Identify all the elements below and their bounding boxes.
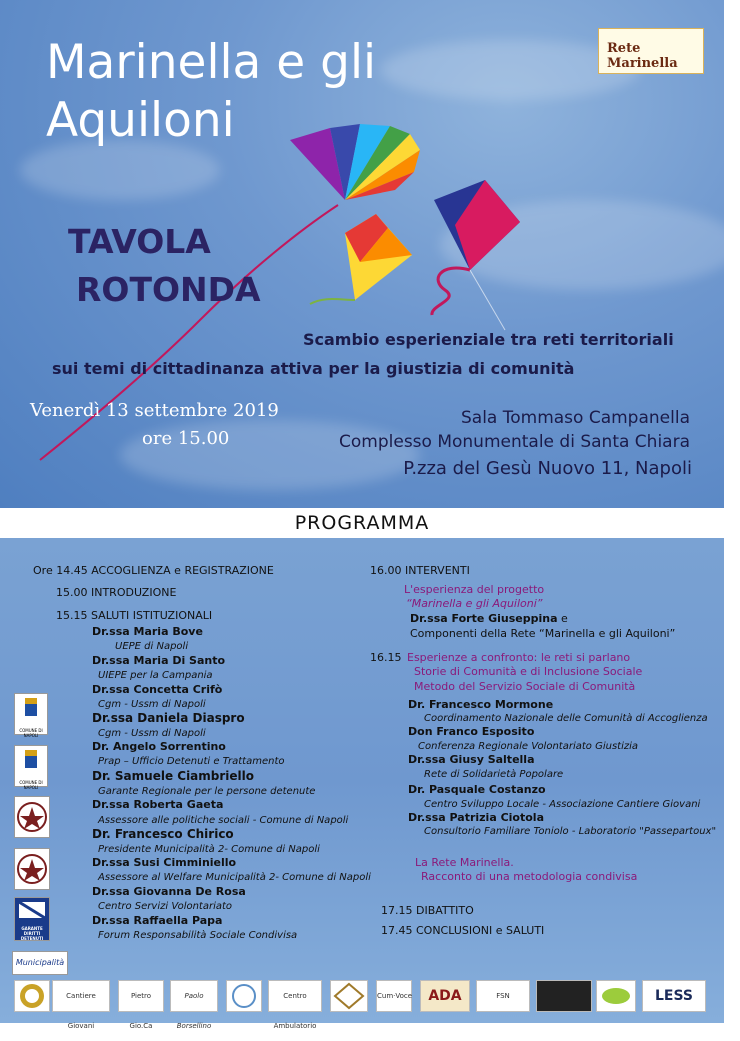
footer-logo-seal [14,980,50,1012]
repubblica-emblem-2 [14,848,50,890]
venue-line-2: Complesso Monumentale di Santa Chiara [339,432,690,452]
repubblica-emblem-1 [14,796,50,838]
speaker-role: UEPE di Napoli [115,641,189,652]
speaker-role: Garante Regionale per le persone detenute [98,786,316,797]
speaker-name: Dr.ssa Maria Bove [92,625,203,638]
metodo-line: Metodo del Servizio Sociale di Comunità [414,680,636,693]
speaker-role: Centro Sviluppo Locale - Associazione Cantiere Giovani [424,799,701,810]
program-item-accoglienza: Ore 14.45 ACCOGLIENZA e REGISTRAZIONE [33,564,274,577]
venue-line-1: Sala Tommaso Campanella [460,408,690,428]
logo-caption: COMUNE DI NAPOLI [19,780,43,790]
speaker-name: Dr. Pasquale Costanzo [408,783,546,796]
comune-napoli-logo-2 [14,745,48,790]
footer-logo-badge [330,980,368,1012]
forte-conj: e [557,612,568,625]
speaker-name: Dr. Francesco Chirico [92,827,234,841]
tavola-line-1: TAVOLA [68,222,211,261]
speaker-name: Dr. Angelo Sorrentino [92,740,226,753]
forte-line [410,612,568,625]
rete-marinella-logo [598,28,704,74]
title-line-1: Marinella e gli [46,35,377,90]
hero-sky [0,0,724,508]
program-item-dibattito: 17.15 DIBATTITO [381,904,474,917]
speaker-role: Cgm - Ussm di Napoli [98,728,206,739]
programma-heading [0,508,724,538]
logo-text: Rete Marinella [607,41,678,71]
speaker-name: Dr.ssa Forte Giuseppina [410,612,558,625]
speaker-role: Assessore alle politiche sociali - Comune di Napoli [98,815,349,826]
speaker-role: Cgm - Ussm di Napoli [98,699,206,710]
program-item-conclusioni: 17.45 CONCLUSIONI e SALUTI [381,924,545,937]
esperienza-line-2: “Marinella e gli Aquiloni” [406,597,543,610]
speaker-name: Dr. Francesco Mormone [408,698,554,711]
subtitle-line-2: sui temi di cittadinanza attiva per la giustizia di comunità [52,359,575,378]
speaker-role: Prap – Ufficio Detenuti e Trattamento [98,756,285,767]
speaker-name: Dr.ssa Daniela Diaspro [92,711,245,725]
speaker-role: UIEPE per la Campania [98,670,213,681]
speaker-role: Centro Servizi Volontariato [98,901,233,912]
footer-logo: Centro Ambulatorio [268,980,322,1012]
esperienza-line-1: L'esperienza del progetto [404,583,545,596]
footer-logo: LESS [642,980,706,1012]
footer-logo-dark [536,980,592,1012]
speaker-name: Dr.ssa Roberta Gaeta [92,798,224,811]
footer-logo: Paolo Borsellino [170,980,218,1012]
footer-logo: Pietro Gio.Ca [118,980,164,1012]
speaker-role: Assessore al Welfare Municipalità 2- Comune di Napoli [98,872,371,883]
speaker-role: Consultorio Familiare Toniolo - Laboratorio "Passepartoux" [424,826,717,837]
speaker-role: Coordinamento Nazionale delle Comunità di Accoglienza [424,713,708,724]
event-address: P.zza del Gesù Nuovo 11, Napoli [403,458,692,479]
speaker-role: Conferenza Regionale Volontariato Giustizia [418,741,639,752]
confronto-title: Esperienze a confronto: le reti si parlano [407,651,631,664]
speaker-name: Dr.ssa Giusy Saltella [408,753,535,766]
garante-detenuti-logo [14,897,50,941]
footer-logo: Cantiere Giovani [52,980,110,1012]
componenti-line: Componenti della Rete “Marinella e gli Aquiloni” [410,627,676,640]
logo-caption: Municipalità [15,958,65,967]
speaker-name: Don Franco Esposito [408,725,535,738]
event-venue [320,406,690,454]
speaker-name: Dr.ssa Raffaella Papa [92,914,223,927]
speaker-name: Dr. Samuele Ciambriello [92,769,255,783]
footer-logo: FSN [476,980,530,1012]
footer-logo: ADA [420,980,470,1012]
speaker-role: Forum Responsabilità Sociale Condivisa [98,930,298,941]
event-date: Venerdì 13 settembre 2019 [30,400,279,421]
small-kite [310,214,412,304]
title-line-2: Aquiloni [46,93,235,148]
comune-napoli-logo-1 [14,693,48,738]
storie-line: Storie di Comunità e di Inclusione Sociale [414,665,643,678]
program-item-saluti: 15.15 SALUTI ISTITUZIONALI [56,609,213,622]
logo-caption: GARANTE DIRITTI DETENUTI [20,926,44,941]
footer-logo-green [596,980,636,1012]
event-title [46,34,376,150]
speaker-name: Dr.ssa Giovanna De Rosa [92,885,246,898]
event-time: ore 15.00 [142,428,230,449]
footer-logo-emblem [226,980,262,1012]
rete-line-1: La Rete Marinella. [415,856,514,869]
speaker-name: Dr.ssa Patrizia Ciotola [408,811,544,824]
tavola-rotonda-heading [68,218,261,314]
rete-line-2: Racconto di una metodologia condivisa [421,870,638,883]
speaker-role: Rete di Solidarietà Popolare [424,769,564,780]
logo-caption: COMUNE DI NAPOLI [19,728,43,738]
subtitle-line-1: Scambio esperienziale tra reti territoriali [303,330,674,349]
confronto-time: 16.15 [370,651,402,664]
blue-kite [432,180,520,330]
speaker-name: Dr.ssa Susi Cimminiello [92,856,237,869]
municipalita-logo [12,951,68,975]
speaker-role: Presidente Municipalità 2- Comune di Napoli [98,844,320,855]
footer-logo: Cum·Voce [376,980,412,1012]
program-item-introduzione: 15.00 INTRODUZIONE [56,586,177,599]
speaker-name: Dr.ssa Concetta Crifò [92,683,223,696]
speaker-name: Dr.ssa Maria Di Santo [92,654,226,667]
tavola-line-2: ROTONDA [76,270,261,309]
program-item-interventi: 16.00 INTERVENTI [370,564,470,577]
programma-title: PROGRAMMA [294,512,430,534]
